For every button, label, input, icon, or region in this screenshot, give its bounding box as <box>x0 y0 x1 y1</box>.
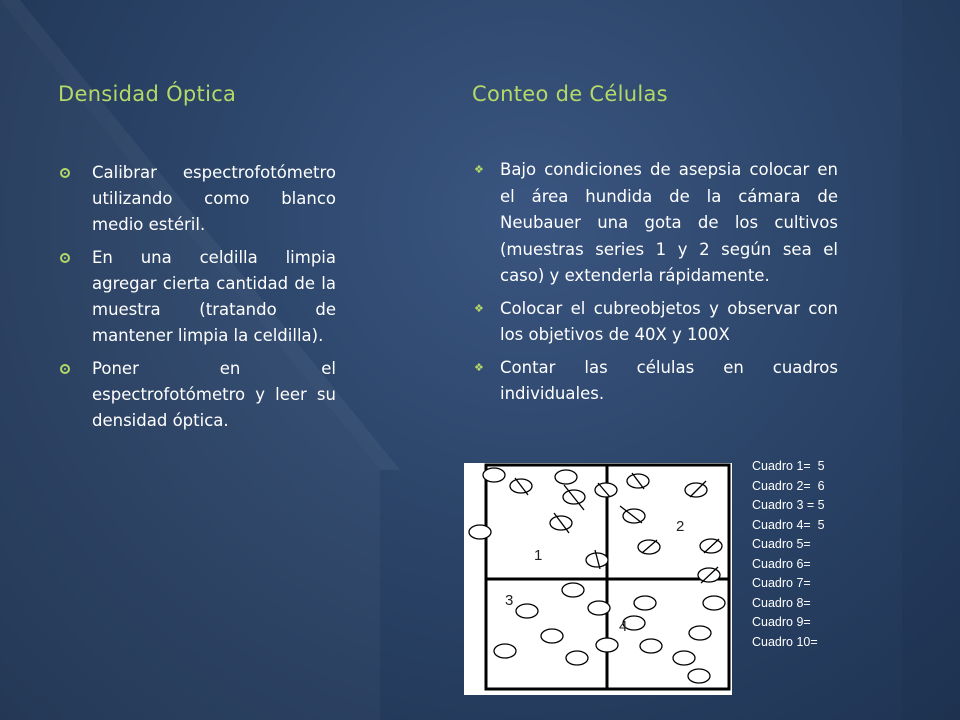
neubauer-chamber-diagram <box>464 463 732 695</box>
list-item-text: Colocar el cubreobjetos y observar con los objetivos de 40X y 100X <box>500 298 838 344</box>
count-line: Cuadro 1= 5 <box>752 459 825 473</box>
count-line: Cuadro 3 = 5 <box>752 498 825 512</box>
list-item-text: Poner en el espectrofotómetro y leer su densidad óptica. <box>92 359 336 430</box>
circle-bullet-icon <box>60 253 70 263</box>
list-item-text: En una celdilla limpia agregar cierta cantidad de la muestra (tratando de mantener limpia la celdilla). <box>92 248 336 345</box>
circle-bullet-icon <box>60 364 70 374</box>
list-item <box>58 160 336 238</box>
count-line: Cuadro 6= <box>752 556 811 571</box>
list-item <box>470 355 838 408</box>
diamond-bullet-icon: ❖ <box>474 301 484 315</box>
cuadro-counts <box>752 457 825 652</box>
conteo-celulas-steps <box>470 157 838 414</box>
count-line: Cuadro 8= <box>752 595 811 610</box>
list-item-text: Calibrar espectrofotómetro utilizando como blanco medio estéril. <box>92 163 336 234</box>
diamond-bullet-icon: ❖ <box>474 163 484 176</box>
square-label-4: 4 <box>619 618 628 635</box>
count-line: Cuadro 9= <box>752 615 811 629</box>
list-item-text: Bajo condiciones de asepsia colocar en el área hundida de la cámara de Neubauer una gota de los cultivos (muestras series 1 y 2 según sea el caso) y extenderla rápidamente. <box>500 160 838 285</box>
conteo-celulas-heading: Conteo de Células <box>472 82 668 106</box>
densidad-optica-heading: Densidad Óptica <box>58 82 237 106</box>
list-item <box>470 157 838 290</box>
square-label-2: 2 <box>676 518 685 535</box>
count-line: Cuadro 5= <box>752 537 811 551</box>
square-label-1: 1 <box>534 547 543 564</box>
count-line: Cuadro 7= <box>752 576 811 590</box>
list-item <box>58 356 336 434</box>
square-label-3: 3 <box>505 592 514 609</box>
diamond-bullet-icon: ❖ <box>474 360 484 374</box>
list-item <box>58 245 336 349</box>
densidad-optica-steps <box>58 160 336 441</box>
list-item <box>470 296 838 349</box>
count-line: Cuadro 2= 6 <box>752 478 825 493</box>
circle-bullet-icon <box>60 168 70 178</box>
count-line: Cuadro 4= 5 <box>752 517 825 532</box>
count-line: Cuadro 10= <box>752 634 818 649</box>
list-item-text: Contar las células en cuadros individuales. <box>500 357 838 403</box>
cells <box>469 468 725 683</box>
